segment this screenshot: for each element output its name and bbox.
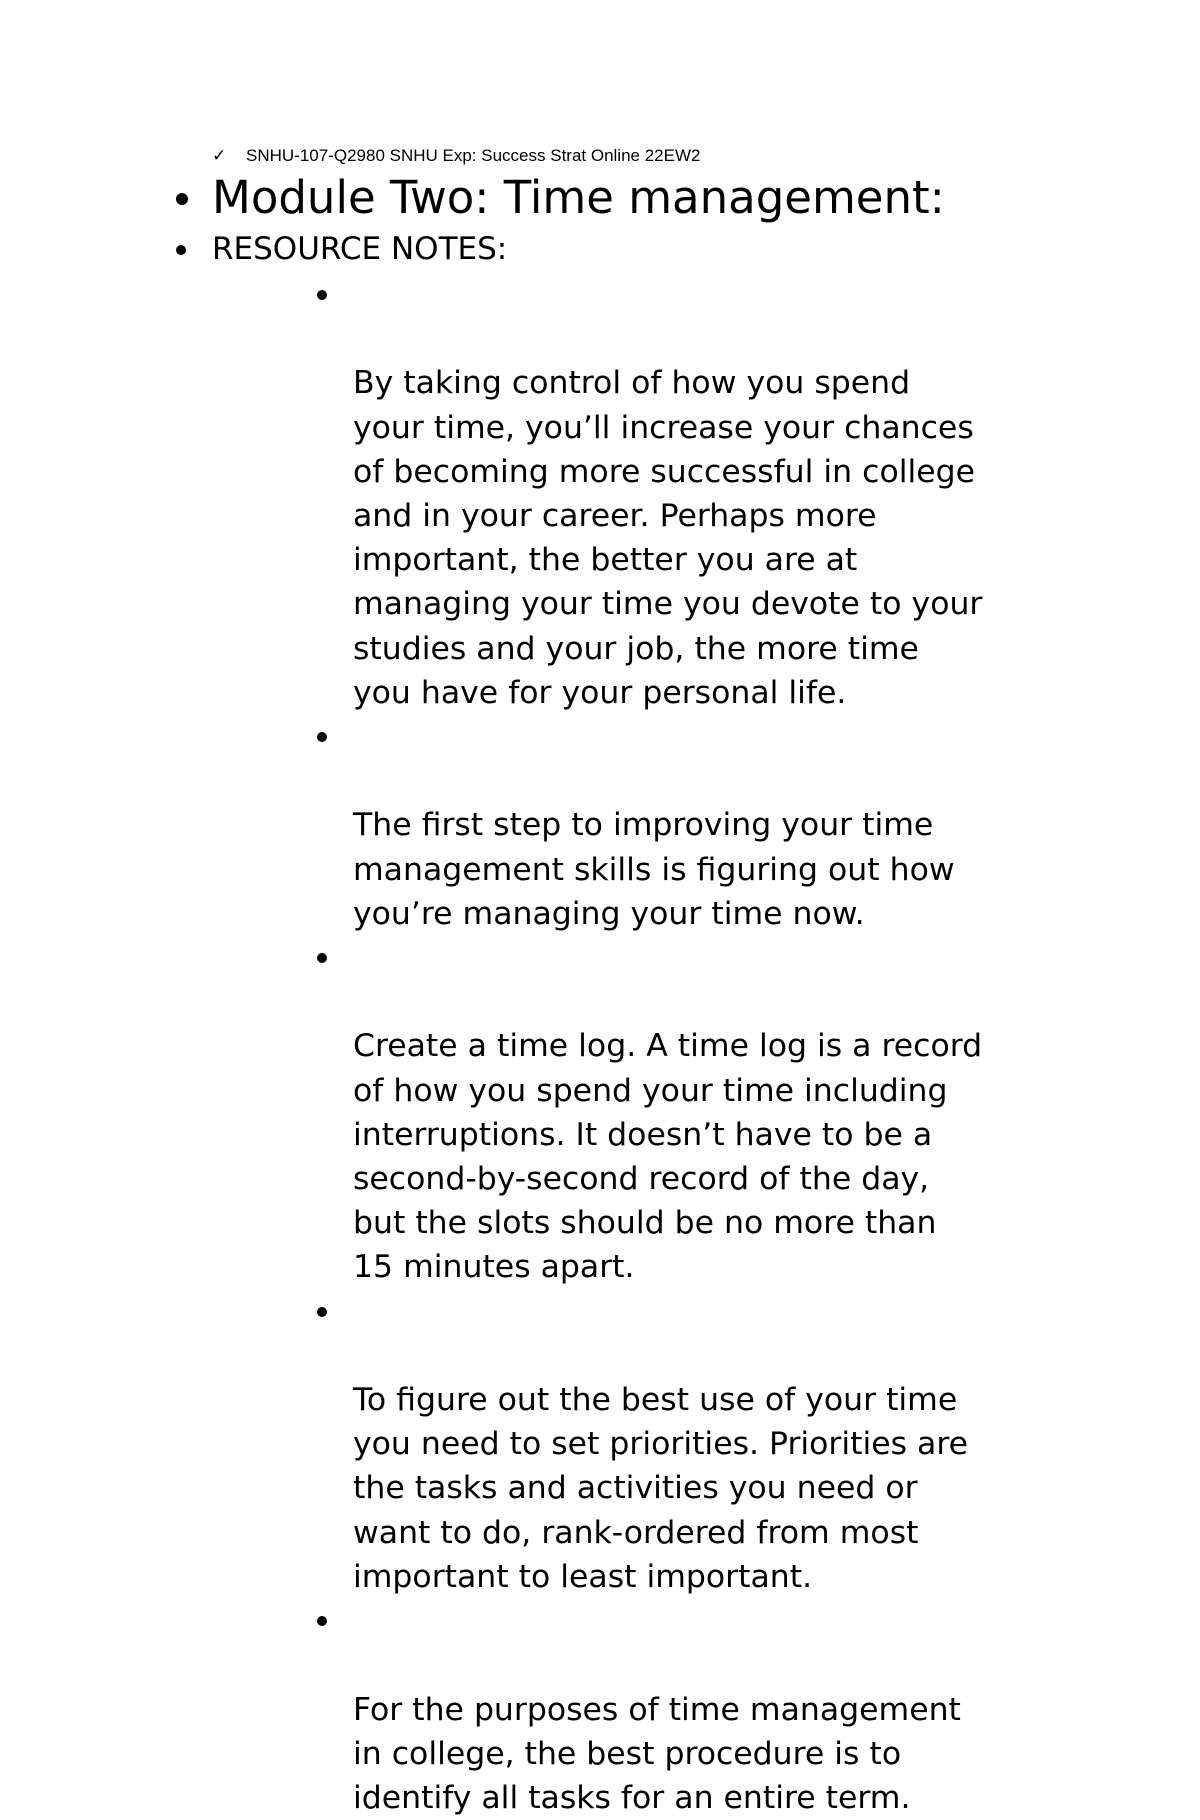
bullet-icon (317, 953, 327, 963)
course-line (212, 144, 700, 168)
bullet-icon (317, 290, 327, 300)
list-item (353, 715, 1073, 936)
note-text: For the purposes of time management in college, the best procedure is to identify all tasks for an entire term. (353, 1691, 961, 1816)
checkmark-icon: ✓ (212, 146, 227, 166)
resource-notes-heading: RESOURCE NOTES: (212, 231, 508, 267)
note-text: Create a time log. A time log is a record of how you spend your time including interruptions. It doesn’t have to be a second-by-second record of the day, but the slots should be no more than 15 minutes apart. (353, 1028, 983, 1286)
note-text: By taking control of how you spend your time, you’ll increase your chances of becoming more successful in college and in your career. Perhaps more important, the better you are at managing your time you devote to your studies and your job, the more time you have for your personal life. (353, 365, 983, 711)
bullet-icon (176, 193, 188, 205)
bullet-icon (317, 1616, 327, 1626)
list-item (353, 936, 1073, 1290)
list-item (353, 1599, 1073, 1820)
bullet-icon (176, 245, 186, 255)
course-title: SNHU-107-Q2980 SNHU Exp: Success Strat Online 22EW2 (246, 146, 701, 165)
module-title-item (212, 170, 945, 226)
module-title: Module Two: Time management: (212, 171, 945, 224)
resource-notes-list (353, 273, 1073, 1820)
list-item (353, 273, 1073, 715)
resource-notes-item (212, 228, 507, 270)
note-text: The first step to improving your time management skills is figuring out how you’re managing your time now. (353, 807, 955, 932)
bullet-icon (317, 732, 327, 742)
note-text: To figure out the best use of your time you need to set priorities. Priorities are the tasks and activities you need or want to do, rank-ordered from most important to least important. (353, 1382, 968, 1595)
bullet-icon (317, 1307, 327, 1317)
